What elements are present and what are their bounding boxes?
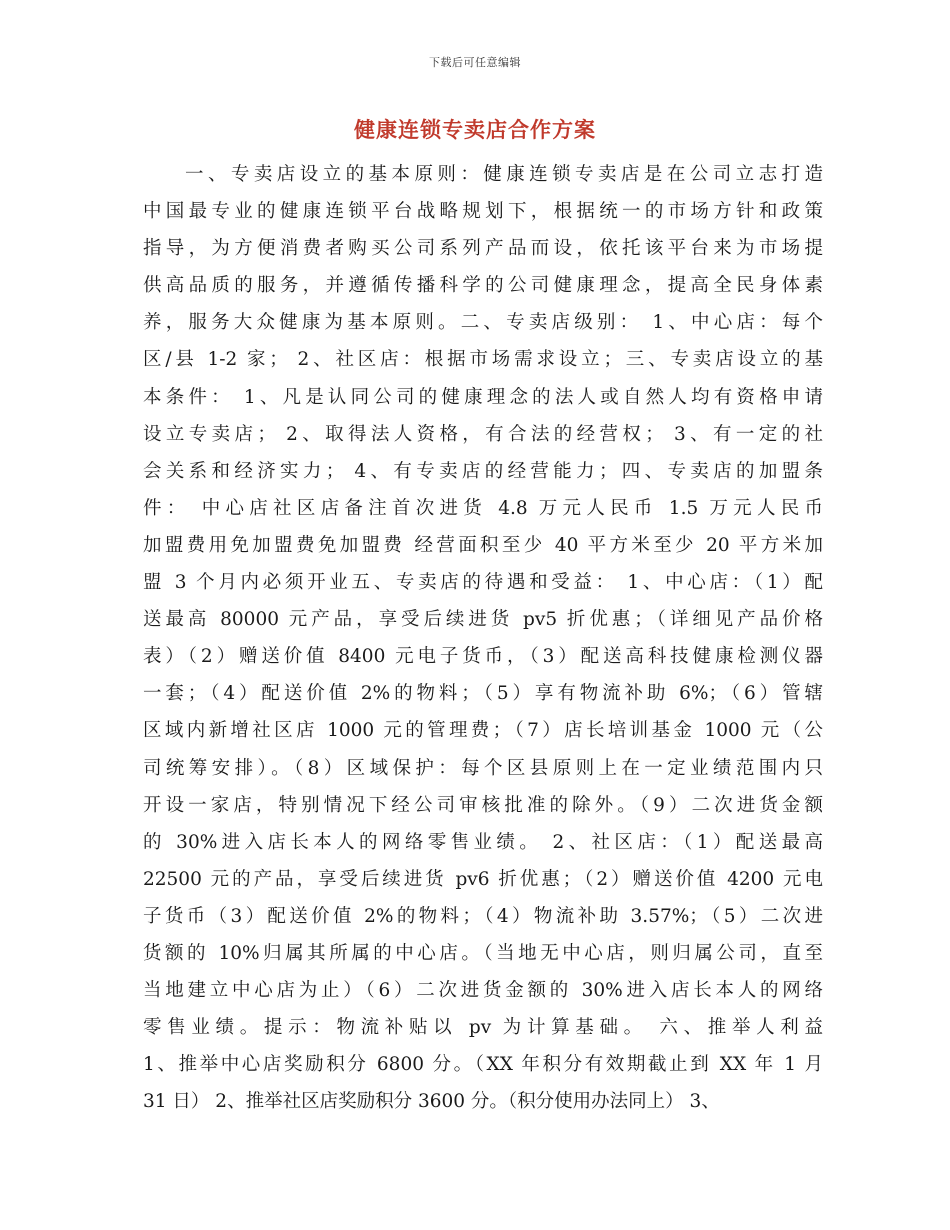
paragraph-line: 设立专卖店； 2、取得法人资格，有合法的经营权； 3、有一定的社 bbox=[143, 423, 823, 445]
paragraph-line: 供高品质的服务，并遵循传播科学的公司健康理念，提高全民身体素 bbox=[143, 275, 823, 297]
paragraph-line: 31 日） 2、推举社区店奖励积分 3600 分。（积分使用办法同上） 3、 bbox=[143, 1091, 720, 1113]
paragraph-line: 子货币（3）配送价值 2%的物料；（4）物流补助 3.57%；（5）二次进 bbox=[143, 905, 823, 927]
paragraph-line: 加盟费用免加盟费免加盟费 经营面积至少 40 平方米至少 20 平方米加 bbox=[143, 534, 823, 556]
paragraph-line: 盟 3 个月内必须开业五、专卖店的待遇和受益： 1、中心店：（1）配 bbox=[143, 572, 823, 594]
paragraph-line: 本条件： 1、凡是认同公司的健康理念的法人或自然人均有资格申请 bbox=[143, 386, 823, 408]
paragraph-line: 的 30%进入店长本人的网络零售业绩。 2、社区店：（1）配送最高 bbox=[143, 831, 823, 853]
paragraph-line: 开设一家店，特别情况下经公司审核批准的除外。（9）二次进货金额 bbox=[143, 794, 823, 816]
paragraph-line: 货额的 10%归属其所属的中心店。（当地无中心店，则归属公司，直至 bbox=[143, 942, 823, 964]
paragraph-line: 1、推举中心店奖励积分 6800 分。（XX 年积分有效期截止到 XX 年 1 月 bbox=[143, 1054, 823, 1076]
paragraph-line: 指导，为方便消费者购买公司系列产品而设，依托该平台来为市场提 bbox=[143, 238, 823, 260]
paragraph-line: 送最高 80000 元产品，享受后续进货 pv5 折优惠；（详细见产品价格 bbox=[143, 609, 823, 631]
paragraph-line: 会关系和经济实力； 4、有专卖店的经营能力；四、专卖店的加盟条 bbox=[143, 460, 823, 482]
paragraph-line: 区/县 1-2 家； 2、社区店：根据市场需求设立；三、专卖店设立的基 bbox=[143, 349, 823, 371]
paragraph-line: 养，服务大众健康为基本原则。二、专卖店级别： 1、中心店：每个 bbox=[143, 312, 823, 334]
header-note: 下载后可任意编辑 bbox=[429, 56, 521, 69]
document-title: 健康连锁专卖店合作方案 bbox=[354, 117, 596, 142]
paragraph-line: 区域内新增社区店 1000 元的管理费；（7）店长培训基金 1000 元（公 bbox=[143, 720, 823, 742]
paragraph-line: 表）（2）赠送价值 8400 元电子货币，（3）配送高科技健康检测仪器 bbox=[143, 646, 823, 668]
paragraph-line: 中国最专业的健康连锁平台战略规划下，根据统一的市场方针和政策 bbox=[143, 201, 823, 223]
paragraph-line: 22500 元的产品，享受后续进货 pv6 折优惠；（2）赠送价值 4200 元电 bbox=[143, 868, 823, 890]
paragraph-line: 司统筹安排）。（8）区域保护：每个区县原则上在一定业绩范围内只 bbox=[143, 757, 823, 779]
paragraph-line: 一、专卖店设立的基本原则：健康连锁专卖店是在公司立志打造 bbox=[185, 164, 823, 185]
paragraph-line: 当地建立中心店为止）（6）二次进货金额的 30%进入店长本人的网络 bbox=[143, 980, 823, 1002]
document-body bbox=[143, 156, 823, 1120]
paragraph-line: 一套；（4）配送价值 2%的物料；（5）享有物流补助 6%；（6）管辖 bbox=[143, 683, 823, 705]
paragraph-line: 件： 中心店社区店备注首次进货 4.8 万元人民币 1.5 万元人民币 bbox=[143, 497, 823, 519]
paragraph-line: 零售业绩。提示：物流补贴以 pv 为计算基础。 六、推举人利益 bbox=[143, 1017, 823, 1039]
